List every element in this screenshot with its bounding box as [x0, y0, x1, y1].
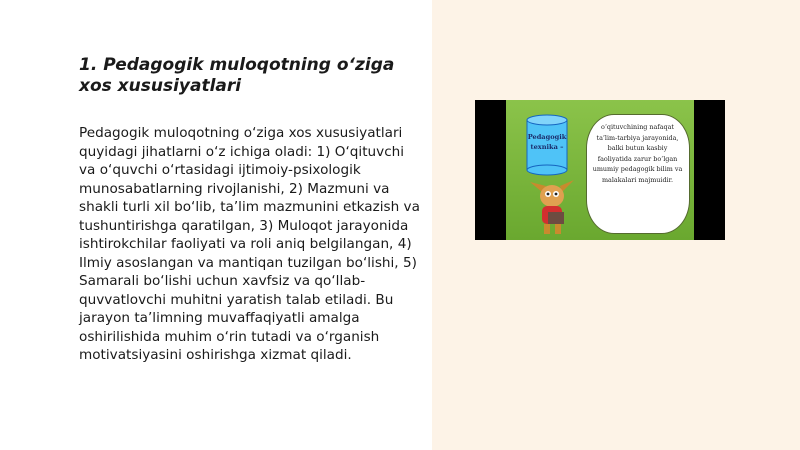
- cartoon-character-icon: [528, 174, 578, 236]
- illustration-background: [506, 100, 694, 240]
- slide-body-text: Pedagogik muloqotning o‘ziga xos xususiyatlari quyidagi jihatlarni o‘z ichiga oladi: 1) O‘qituvchi va o‘quvchi o‘rtasidagi ijtimoiy-psixologik munosabatlarning rivojlanishi, 2) Mazmuni va shakli turli xil bo‘lib, ta’lim mazmunini etkazish va tushuntirishga qaratilgan, 3) Muloqot jarayonida ishtirokchilar faoliyati va roli aniq belgilangan, 4) Ilmiy asoslangan va mantiqan tuzilgan bo‘lishi, 5) Samarali bo‘lishi uchun xavfsiz va qo‘llab-quvvatlovchi muhitni yaratish talab etiladi. Bu jarayon ta’limning muvaffaqiyatli amalga oshirilishida muhim o‘rin tutadi va o‘rganish motivatsiyasini oshirishga xizmat qiladi.: [79, 125, 420, 363]
- cylinder-label: Pedagogik texnika –: [527, 133, 567, 151]
- speech-bubble-text: o‘qituvchining nafaqat ta’lim-tarbiya jarayonida, balki butun kasbiy faoliyatida zarur bo‘lgan umumiy pedagogik bilim va malakalari majmuidir.: [592, 123, 683, 184]
- illustration-image: [475, 100, 725, 240]
- slide-title: 1. Pedagogik muloqotning o‘ziga xos xususiyatlari: [79, 55, 395, 96]
